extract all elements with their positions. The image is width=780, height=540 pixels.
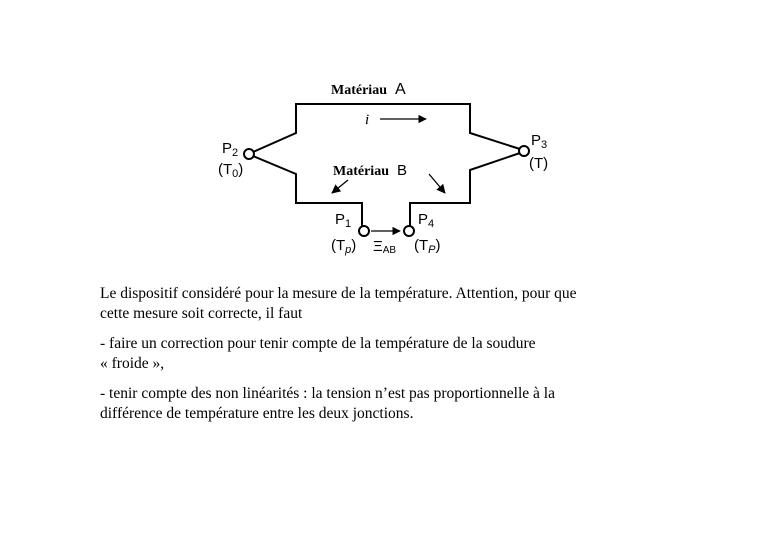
paragraph-intro-line1: Le dispositif considéré pour la mesure de la température. Attention, pour que bbox=[100, 285, 577, 302]
junction-p3 bbox=[519, 146, 529, 156]
p4-temperature: $(T_P)$ bbox=[414, 237, 441, 256]
paragraph-cold-junction-line1: - faire un correction pour tenir compte de la température de la soudure bbox=[100, 335, 536, 352]
paragraph-nonlinearity-line1: - tenir compte des non linéarités : la tension n’est pas proportionnelle à la bbox=[100, 385, 555, 402]
junction-p1 bbox=[359, 226, 369, 236]
paragraph-cold-junction-line2: « froide », bbox=[100, 355, 165, 372]
p2-label: $P_2$ bbox=[222, 140, 239, 159]
paragraph-intro bbox=[100, 284, 680, 324]
material-a-wire bbox=[253, 104, 523, 152]
material-b-pointer-left bbox=[332, 180, 348, 193]
p1-label: $P_1$ bbox=[335, 211, 352, 230]
p1-temperature: $(T_p)$ bbox=[331, 237, 357, 256]
paragraph-intro-line2: cette mesure soit correcte, il faut bbox=[100, 305, 303, 322]
junction-p2 bbox=[244, 149, 254, 159]
explanation-text bbox=[100, 284, 680, 434]
paragraph-nonlinearity-line2: différence de température entre les deux jonctions. bbox=[100, 405, 414, 422]
paragraph-cold-junction bbox=[100, 334, 680, 374]
paragraph-nonlinearity bbox=[100, 384, 680, 424]
p4-label: $P_4$ bbox=[418, 211, 435, 230]
material-a-label: Matériau A bbox=[331, 81, 406, 98]
material-b-label: Matériau B bbox=[333, 162, 407, 179]
material-b-pointer-right bbox=[429, 174, 445, 193]
p2-temperature: $(T_0)$ bbox=[218, 161, 244, 180]
emf-label: ΞAB bbox=[373, 238, 397, 256]
current-label: i bbox=[365, 112, 370, 128]
junction-p4 bbox=[404, 226, 414, 236]
p3-label: $P_3$ bbox=[531, 132, 548, 151]
p3-temperature: (T) bbox=[529, 155, 549, 172]
